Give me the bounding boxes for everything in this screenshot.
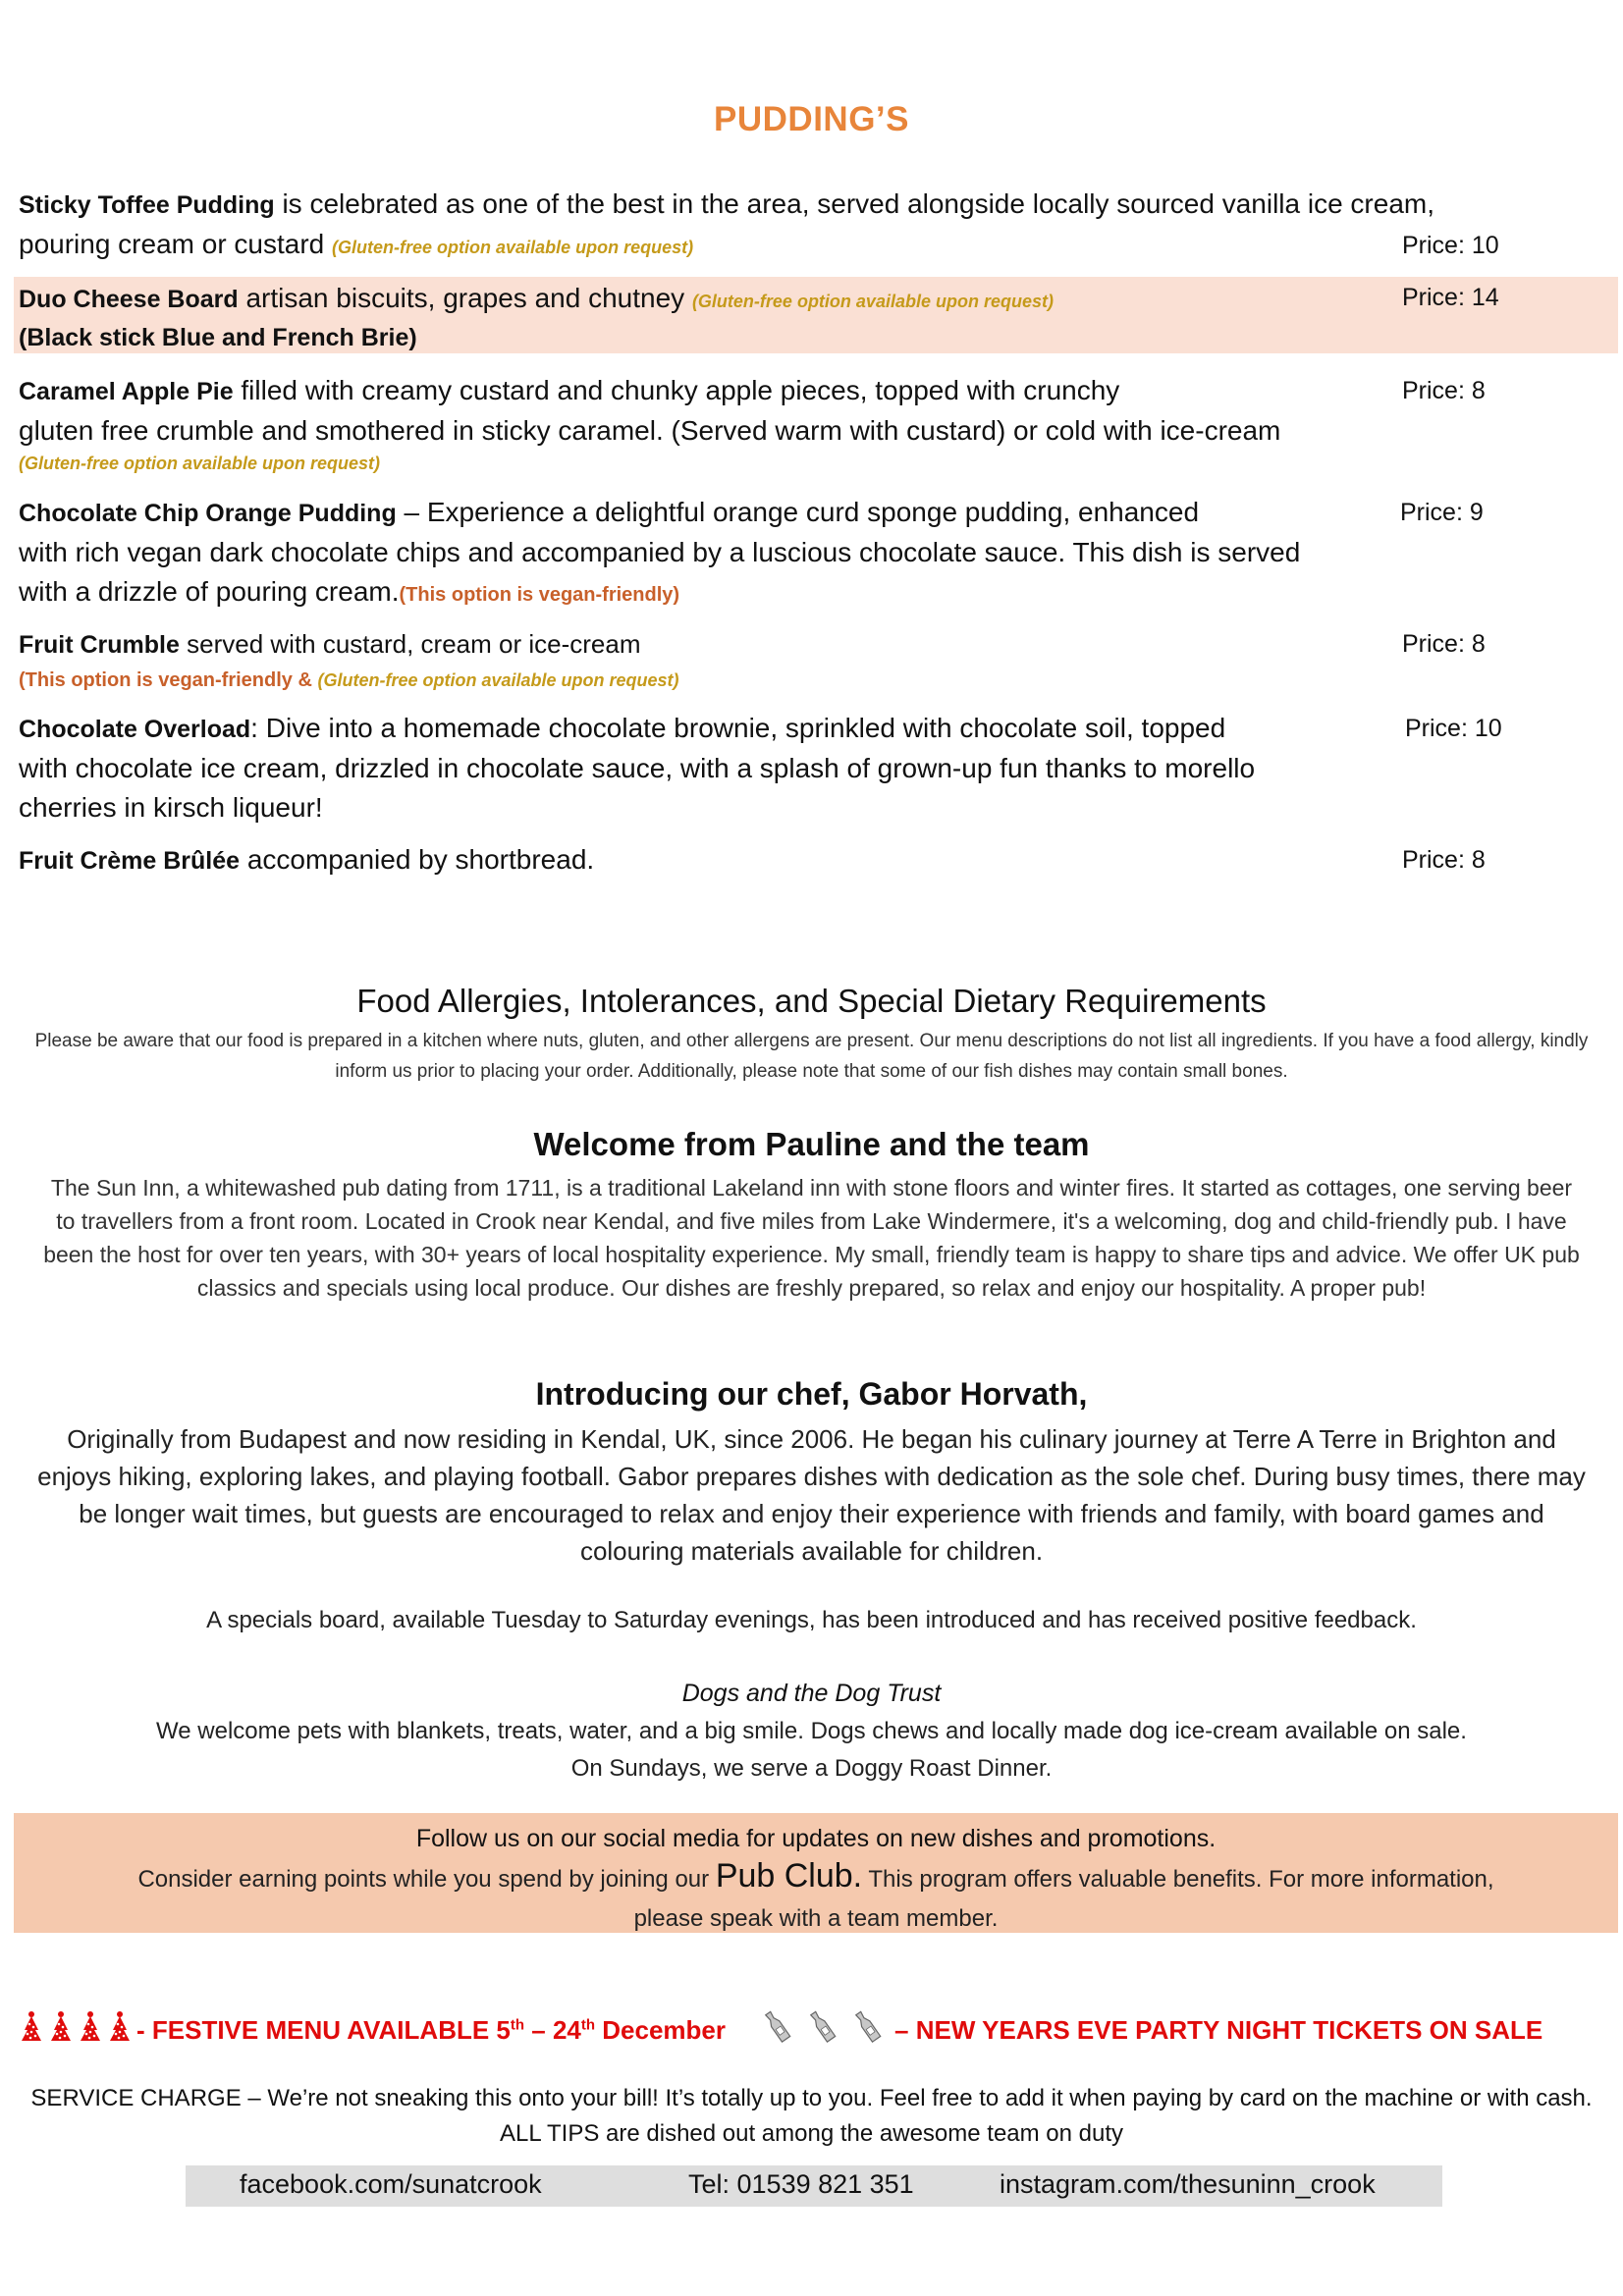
- facebook-link[interactable]: facebook.com/sunatcrook: [240, 2169, 542, 2199]
- social-line-2: [14, 1856, 1618, 1899]
- item-description: gluten free crumble and smothered in sticky caramel. (Served warm with custard) or cold with ice-cream: [19, 415, 1281, 446]
- item-description: with a drizzle of pouring cream.: [19, 576, 400, 607]
- item-name: Fruit Crumble: [19, 631, 180, 659]
- menu-item-creme-brulee: [19, 840, 1609, 881]
- item-description: served with custard, cream or ice-cream: [179, 629, 641, 659]
- item-description: – Experience a delightful orange curd sponge pudding, enhanced: [396, 497, 1200, 527]
- item-name: Chocolate Overload: [19, 716, 251, 743]
- menu-item-chocolate-overload: [19, 709, 1609, 828]
- vegan-note: (This option is vegan-friendly &: [19, 669, 318, 691]
- festive-text-part: - FESTIVE MENU AVAILABLE 5: [136, 2014, 511, 2045]
- christmas-tree-icon: [78, 2010, 103, 2044]
- item-description: filled with creamy custard and chunky apple pieces, topped with crunchy: [233, 375, 1120, 405]
- gluten-free-note: (Gluten-free option available upon request): [19, 454, 381, 473]
- item-description: : Dive into a homemade chocolate brownie, sprinkled with chocolate soil, topped: [250, 713, 1226, 743]
- superscript: th: [510, 2015, 525, 2033]
- welcome-heading: Welcome from Pauline and the team: [533, 1126, 1090, 1162]
- section-title: PUDDING’S: [714, 100, 909, 138]
- item-description: cherries in kirsch liqueur!: [19, 792, 323, 823]
- item-name: Sticky Toffee Pudding: [19, 191, 275, 219]
- dogs-line-1: We welcome pets with blankets, treats, water, and a big smile. Dogs chews and locally made dog ice-cream available on sale.: [156, 1718, 1467, 1744]
- champagne-bottle-icon: [852, 2008, 884, 2046]
- social-line-1: Follow us on our social media for updates on new dishes and promotions.: [415, 1825, 1217, 1852]
- vegan-note: (This option is vegan-friendly): [399, 584, 680, 606]
- specials-text: A specials board, available Tuesday to Saturday evenings, has been introduced and has received positive feedback.: [206, 1607, 1417, 1633]
- christmas-tree-icon: [48, 2010, 74, 2044]
- item-description: with rich vegan dark chocolate chips and accompanied by a luscious chocolate sauce. This dish is served: [19, 537, 1301, 567]
- item-name: Chocolate Chip Orange Pudding: [19, 500, 397, 527]
- item-price: Price: 9: [1400, 499, 1484, 526]
- phone-number[interactable]: Tel: 01539 821 351: [688, 2169, 914, 2199]
- social-line-3: please speak with a team member.: [633, 1905, 999, 1932]
- menu-item-caramel-apple-pie: [19, 371, 1609, 476]
- nye-text: – NEW YEARS EVE PARTY NIGHT TICKETS ON SALE: [894, 2014, 1543, 2045]
- service-charge-text: SERVICE CHARGE – We’re not sneaking this onto your bill! It’s totally up to you. Feel free to add it when paying by card on the machine or with cash. ALL TIPS are dished out among the awesome team on duty: [30, 2085, 1593, 2147]
- champagne-bottles: [755, 2008, 891, 2053]
- christmas-tree-icon: [107, 2010, 133, 2044]
- item-description: is celebrated as one of the best in the area, served alongside locally sourced vanilla ice cream,: [274, 188, 1435, 219]
- menu-item-cheese-board: [19, 280, 1609, 356]
- christmas-trees: [19, 2010, 136, 2051]
- champagne-bottle-icon: [762, 2008, 793, 2046]
- item-description: with chocolate ice cream, drizzled in chocolate sauce, with a splash of grown-up fun thanks to morello: [19, 753, 1256, 783]
- superscript: th: [580, 2015, 596, 2033]
- allergy-text: Please be aware that our food is prepared in a kitchen where nuts, gluten, and other allergens are present. Our menu descriptions do not list all ingredients. If you have a food allergy, kindly inform us prior to placing your order. Additionally, please note that some of our fish dishes may contain small bones.: [34, 1031, 1589, 1082]
- chef-heading: Introducing our chef, Gabor Horvath,: [535, 1376, 1088, 1412]
- festive-text: [136, 2015, 726, 2046]
- item-subtitle: (Black stick Blue and French Brie): [19, 324, 417, 351]
- item-description: pouring cream or custard: [19, 229, 333, 259]
- champagne-bottle-icon: [807, 2008, 839, 2046]
- festive-banner: [19, 2005, 1609, 2055]
- item-name: Duo Cheese Board: [19, 286, 239, 313]
- item-price: Price: 8: [1402, 630, 1486, 658]
- item-price: Price: 14: [1402, 284, 1499, 311]
- festive-text-part: – 24: [524, 2014, 581, 2045]
- item-price: Price: 8: [1402, 846, 1486, 874]
- pub-club-label: Pub Club.: [715, 1857, 863, 1895]
- dogs-heading: Dogs and the Dog Trust: [681, 1680, 942, 1707]
- menu-item-sticky-toffee: [19, 185, 1609, 267]
- item-description: artisan biscuits, grapes and chutney: [238, 283, 692, 313]
- item-price: Price: 8: [1402, 377, 1486, 404]
- allergy-heading: Food Allergies, Intolerances, and Special Dietary Requirements: [356, 983, 1267, 1019]
- gluten-free-note: (Gluten-free option available upon request): [691, 292, 1054, 311]
- item-name: Caramel Apple Pie: [19, 378, 234, 405]
- item-price: Price: 10: [1405, 715, 1502, 742]
- chef-text: Originally from Budapest and now residing in Kendal, UK, since 2006. He began his culinary journey at Terre A Terre in Brighton and enjoys hiking, exploring lakes, and playing football. Gabor prepares dishes with dedication as the sole chef. During busy times, there may be longer wait times, but guests are encouraged to relax and enjoy their experience with friends and family, with board games and colouring materials available for children.: [37, 1424, 1586, 1566]
- welcome-text: The Sun Inn, a whitewashed pub dating from 1711, is a traditional Lakeland inn with stone floors and winter fires. It started as cottages, one serving beer to travellers from a front room. Located in Crook near Kendal, and five miles from Lake Windermere, it's a welcoming, dog and child-friendly pub. I have been the host for over ten years, with 30+ years of local hospitality experience. My small, friendly team is happy to share tips and advice. We offer UK pub classics and specials using local produce. Our dishes are freshly prepared, so relax and enjoy our hospitality. A proper pub!: [43, 1175, 1580, 1301]
- dogs-line-2: On Sundays, we serve a Doggy Roast Dinner.: [570, 1755, 1053, 1782]
- social-text: This program offers valuable benefits. For more information,: [862, 1866, 1494, 1893]
- gluten-free-note: (Gluten-free option available upon request): [317, 670, 679, 690]
- festive-text-part: December: [595, 2014, 727, 2045]
- social-media-box: [14, 1813, 1618, 1933]
- gluten-free-note: (Gluten-free option available upon request): [332, 238, 694, 257]
- contact-bar: [186, 2165, 1442, 2207]
- item-name: Fruit Crème Brûlée: [19, 847, 241, 875]
- menu-item-chocolate-chip-orange: [19, 493, 1609, 614]
- social-text: Consider earning points while you spend by joining our: [137, 1866, 716, 1893]
- instagram-link[interactable]: instagram.com/thesuninn_crook: [1000, 2169, 1376, 2199]
- menu-item-fruit-crumble: [19, 624, 1609, 693]
- dogs-text: [0, 1713, 1623, 1788]
- item-description: accompanied by shortbread.: [240, 844, 595, 875]
- item-price: Price: 10: [1402, 232, 1499, 259]
- christmas-tree-icon: [19, 2010, 44, 2044]
